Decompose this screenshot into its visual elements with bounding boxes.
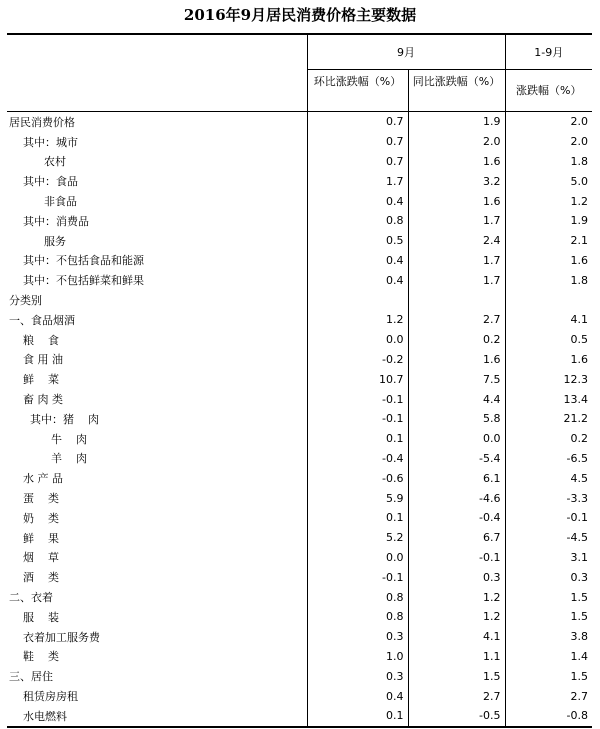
cell-yoy: -5.4	[408, 449, 505, 469]
cell-ytd: -0.1	[505, 508, 592, 528]
cell-yoy: 1.9	[408, 112, 505, 132]
cell-yoy: 2.7	[408, 310, 505, 330]
cell-yoy: 6.1	[408, 468, 505, 488]
cell-ytd: 4.1	[505, 310, 592, 330]
cell-ytd: 2.0	[505, 132, 592, 152]
cell-yoy: 2.7	[408, 686, 505, 706]
table-row	[7, 528, 592, 548]
row-label: 烟 草	[9, 551, 59, 565]
cell-mom	[307, 290, 408, 310]
cell-mom: 1.2	[307, 310, 408, 330]
cell-yoy: 1.6	[408, 191, 505, 211]
cell-mom: 5.9	[307, 488, 408, 508]
cell-mom: 0.0	[307, 330, 408, 350]
cell-mom: 0.1	[307, 429, 408, 449]
header-col-ytd: 涨跌幅（%）	[505, 70, 592, 112]
cell-mom: -0.1	[307, 409, 408, 429]
cell-yoy: 3.2	[408, 171, 505, 191]
header-group-september: 9月	[307, 34, 505, 70]
row-label: 蛋 类	[9, 492, 59, 506]
row-label: 奶 类	[9, 511, 59, 525]
table-row	[7, 488, 592, 508]
row-label: 水 产 品	[9, 472, 63, 486]
cell-yoy: 1.6	[408, 350, 505, 370]
cell-ytd	[505, 290, 592, 310]
table-row	[7, 468, 592, 488]
row-label: 其中：城市	[9, 135, 78, 149]
row-label: 租赁房房租	[9, 690, 78, 703]
table-row	[7, 270, 592, 290]
cell-yoy: 1.7	[408, 211, 505, 231]
cell-yoy: 0.3	[408, 567, 505, 587]
cell-mom: -0.2	[307, 350, 408, 370]
cpi-table	[7, 33, 592, 728]
cell-yoy: 5.8	[408, 409, 505, 429]
table-row	[7, 567, 592, 587]
cell-ytd: 2.1	[505, 231, 592, 251]
cell-ytd: 1.5	[505, 607, 592, 627]
cell-mom: 0.3	[307, 627, 408, 647]
table-row	[7, 211, 592, 231]
table-row	[7, 449, 592, 469]
cell-ytd: 0.3	[505, 567, 592, 587]
row-label: 其中：食品	[9, 175, 78, 189]
cell-yoy: 0.2	[408, 330, 505, 350]
cell-mom: 0.3	[307, 666, 408, 686]
table-header	[7, 34, 592, 112]
cell-ytd: -0.8	[505, 706, 592, 727]
row-label: 其中：不包括鲜菜和鲜果	[9, 274, 144, 288]
table-row	[7, 587, 592, 607]
cell-mom: 0.7	[307, 132, 408, 152]
table-row	[7, 389, 592, 409]
table-body	[7, 112, 592, 727]
cell-ytd: 1.8	[505, 152, 592, 172]
row-label: 居民消费价格	[9, 115, 75, 129]
cell-mom: -0.6	[307, 468, 408, 488]
cell-ytd: 0.5	[505, 330, 592, 350]
cell-yoy	[408, 290, 505, 310]
cell-yoy: 1.2	[408, 587, 505, 607]
cell-yoy: 1.7	[408, 270, 505, 290]
cell-ytd: 13.4	[505, 389, 592, 409]
cell-ytd: 1.4	[505, 647, 592, 667]
row-label: 分类别	[9, 294, 42, 308]
row-label: 二、衣着	[9, 591, 53, 605]
table-row	[7, 152, 592, 172]
row-label: 鲜 果	[9, 531, 59, 545]
cell-ytd: 1.8	[505, 270, 592, 290]
cell-mom: 0.8	[307, 607, 408, 627]
cell-ytd: 0.2	[505, 429, 592, 449]
cell-mom: 0.1	[307, 508, 408, 528]
table-row	[7, 251, 592, 271]
table-row	[7, 429, 592, 449]
cell-ytd: -3.3	[505, 488, 592, 508]
table-title: 2016年9月居民消费价格主要数据	[183, 6, 417, 24]
cell-mom: 0.1	[307, 706, 408, 727]
cell-mom: -0.4	[307, 449, 408, 469]
cell-ytd: -6.5	[505, 449, 592, 469]
cell-yoy: 1.5	[408, 666, 505, 686]
cell-yoy: 1.1	[408, 647, 505, 667]
cell-yoy: 0.0	[408, 429, 505, 449]
table-row	[7, 508, 592, 528]
cell-mom: 10.7	[307, 369, 408, 389]
cell-yoy: 2.4	[408, 231, 505, 251]
cell-yoy: 2.0	[408, 132, 505, 152]
table-row	[7, 369, 592, 389]
row-label: 其中：不包括食品和能源	[9, 254, 144, 268]
cell-yoy: -0.4	[408, 508, 505, 528]
cell-mom: -0.1	[307, 389, 408, 409]
cell-ytd: 1.6	[505, 251, 592, 271]
row-label: 农村	[9, 155, 66, 169]
header-group-jan-sep: 1-9月	[505, 34, 592, 70]
cell-yoy: 6.7	[408, 528, 505, 548]
table-row	[7, 310, 592, 330]
table-row	[7, 627, 592, 647]
table-row	[7, 409, 592, 429]
row-label: 牛 肉	[9, 432, 87, 446]
header-col-mom: 环比涨跌幅（%）	[307, 70, 408, 112]
cell-mom: 0.4	[307, 191, 408, 211]
row-label: 衣着加工服务费	[9, 630, 100, 644]
table-row	[7, 548, 592, 568]
cell-mom: 1.7	[307, 171, 408, 191]
table-row	[7, 231, 592, 251]
cell-yoy: 1.2	[408, 607, 505, 627]
cell-mom: 0.4	[307, 686, 408, 706]
cell-ytd: 1.5	[505, 587, 592, 607]
table-row	[7, 330, 592, 350]
cell-mom: 0.4	[307, 251, 408, 271]
cell-yoy: 1.6	[408, 152, 505, 172]
row-label: 服 装	[9, 610, 59, 624]
cell-yoy: -0.5	[408, 706, 505, 727]
cell-mom: 1.0	[307, 647, 408, 667]
cell-yoy: 4.4	[408, 389, 505, 409]
row-label: 非食品	[9, 195, 77, 209]
row-label: 食 用 油	[9, 353, 63, 367]
table-row	[7, 647, 592, 667]
cell-ytd: 1.6	[505, 350, 592, 370]
table-row	[7, 686, 592, 706]
table-row	[7, 666, 592, 686]
table-row	[7, 171, 592, 191]
header-label-column	[7, 34, 307, 112]
table-row	[7, 191, 592, 211]
cell-mom: -0.1	[307, 567, 408, 587]
row-label: 羊 肉	[9, 452, 87, 466]
cell-mom: 0.7	[307, 152, 408, 172]
cell-mom: 0.7	[307, 112, 408, 132]
cell-ytd: -4.5	[505, 528, 592, 548]
cell-ytd: 4.5	[505, 468, 592, 488]
row-label: 鲜 菜	[9, 373, 59, 387]
cell-ytd: 21.2	[505, 409, 592, 429]
cell-yoy: -4.6	[408, 488, 505, 508]
row-label: 三、居住	[9, 670, 53, 684]
cell-ytd: 3.8	[505, 627, 592, 647]
cell-yoy: 7.5	[408, 369, 505, 389]
cell-mom: 0.8	[307, 211, 408, 231]
cell-mom: 0.5	[307, 231, 408, 251]
header-col-yoy: 同比涨跌幅（%）	[408, 70, 505, 112]
cell-mom: 0.0	[307, 548, 408, 568]
row-label: 服务	[9, 234, 66, 248]
cell-ytd: 1.2	[505, 191, 592, 211]
table-row	[7, 350, 592, 370]
cell-ytd: 2.0	[505, 112, 592, 132]
row-label: 粮 食	[9, 333, 59, 347]
cell-yoy: 4.1	[408, 627, 505, 647]
cell-yoy: -0.1	[408, 548, 505, 568]
cell-mom: 0.4	[307, 270, 408, 290]
cell-ytd: 5.0	[505, 171, 592, 191]
table-row	[7, 132, 592, 152]
cell-ytd: 1.5	[505, 666, 592, 686]
cell-ytd: 3.1	[505, 548, 592, 568]
row-label: 其中：消费品	[9, 214, 89, 228]
cell-mom: 5.2	[307, 528, 408, 548]
row-label: 一、食品烟酒	[9, 313, 75, 327]
row-label: 其中：猪 肉	[9, 412, 99, 426]
table-row	[7, 112, 592, 132]
cell-yoy: 1.7	[408, 251, 505, 271]
table-row	[7, 706, 592, 727]
row-label: 水电燃料	[7, 706, 307, 727]
row-label: 酒 类	[9, 571, 59, 585]
table-row	[7, 290, 592, 310]
cell-ytd: 2.7	[505, 686, 592, 706]
table-row	[7, 607, 592, 627]
cell-mom: 0.8	[307, 587, 408, 607]
cell-ytd: 12.3	[505, 369, 592, 389]
row-label: 鞋 类	[9, 650, 59, 664]
cell-ytd: 1.9	[505, 211, 592, 231]
row-label: 畜 肉 类	[9, 393, 63, 407]
